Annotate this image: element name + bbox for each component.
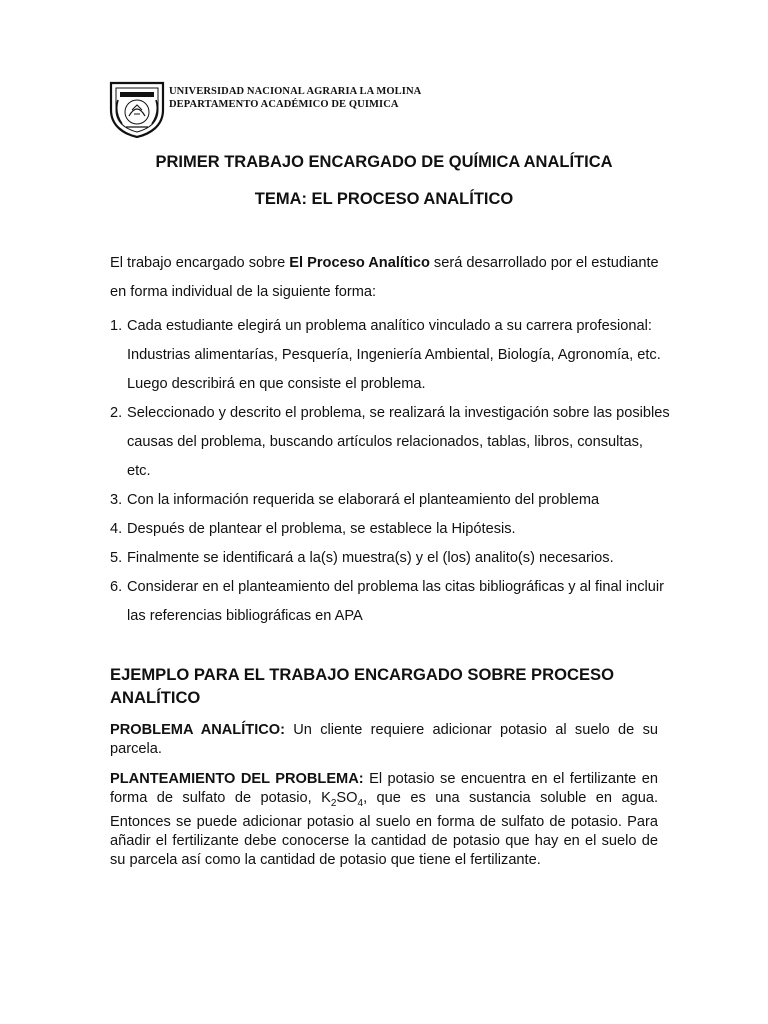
- letterhead: [108, 80, 528, 140]
- problem-statement-text: El potasio se encuentra en el fertilizante en forma de sulfato de potasio, K: [110, 771, 658, 806]
- list-number: 1.: [110, 318, 123, 334]
- list-number: 5.: [110, 550, 123, 566]
- list-item: [110, 544, 670, 573]
- problem-statement-paragraph: [110, 770, 658, 870]
- list-text: Seleccionado y descrito el problema, se realizará la investigación sobre las posibles causas del problema, buscando artículos relacionados, tablas, libros, consultas, etc.: [127, 405, 670, 479]
- list-item: [110, 399, 670, 486]
- subscript: 4: [357, 797, 364, 809]
- list-item: [110, 573, 670, 631]
- analytic-problem-label: PROBLEMA ANALÍTICO:: [110, 722, 285, 738]
- intro-text-end: será desarrollado por el estudiante en forma individual de la siguiente forma:: [110, 255, 659, 300]
- university-name: UNIVERSIDAD NACIONAL AGRARIA LA MOLINA: [169, 86, 422, 97]
- problem-statement-text-cont: , que es una sustancia soluble en agua. Entonces se puede adicionar potasio al suelo en forma de sulfato de potasio. Para añadir el fertilizante debe conocerse la cantidad de potasio que hay en el suelo de su parcela así como la cantidad de potasio que tiene el fertilizante.: [110, 790, 658, 868]
- list-text: Con la información requerida se elaborará el planteamiento del problema: [127, 492, 600, 508]
- problem-statement-label: PLANTEAMIENTO DEL PROBLEMA:: [110, 771, 364, 787]
- intro-paragraph: [110, 249, 670, 307]
- document-title: PRIMER TRABAJO ENCARGADO DE QUÍMICA ANALÍTICA: [155, 153, 613, 171]
- list-item: [110, 312, 670, 399]
- list-text: Después de plantear el problema, se establece la Hipótesis.: [127, 521, 516, 537]
- list-text: Cada estudiante elegirá un problema analítico vinculado a su carrera profesional: Industrias alimentarías, Pesquería, Ingeniería Ambiental, Biología, Agronomía, etc. Luego describirá en que consiste el problema.: [127, 318, 661, 392]
- example-heading: EJEMPLO PARA EL TRABAJO ENCARGADO SOBRE PROCESO ANALÍTICO: [110, 665, 615, 707]
- intro-bold-topic: El Proceso Analítico: [289, 255, 430, 271]
- list-item: [110, 515, 670, 544]
- list-text: Finalmente se identificará a la(s) muestra(s) y el (los) analito(s) necesarios.: [127, 550, 614, 566]
- analytic-problem-text: Un cliente requiere adicionar potasio al suelo de su parcela.: [110, 722, 658, 757]
- list-text: Considerar en el planteamiento del problema las citas bibliográficas y al final incluir las referencias bibliográficas en APA: [127, 579, 665, 624]
- list-number: 2.: [110, 405, 123, 421]
- intro-text-start: El trabajo encargado sobre: [110, 255, 290, 271]
- department-name: DEPARTAMENTO ACADÉMICO DE QUIMICA: [169, 99, 399, 110]
- document-topic: TEMA: EL PROCESO ANALÍTICO: [254, 190, 514, 208]
- list-number: 3.: [110, 492, 123, 508]
- subscript: 2: [330, 797, 337, 809]
- formula-part: SO: [336, 790, 358, 806]
- university-seal-logo: [108, 80, 166, 138]
- list-number: 4.: [110, 521, 123, 537]
- list-item: [110, 486, 670, 515]
- analytic-problem-paragraph: [110, 721, 658, 759]
- list-number: 6.: [110, 579, 123, 595]
- instruction-list: [110, 312, 670, 631]
